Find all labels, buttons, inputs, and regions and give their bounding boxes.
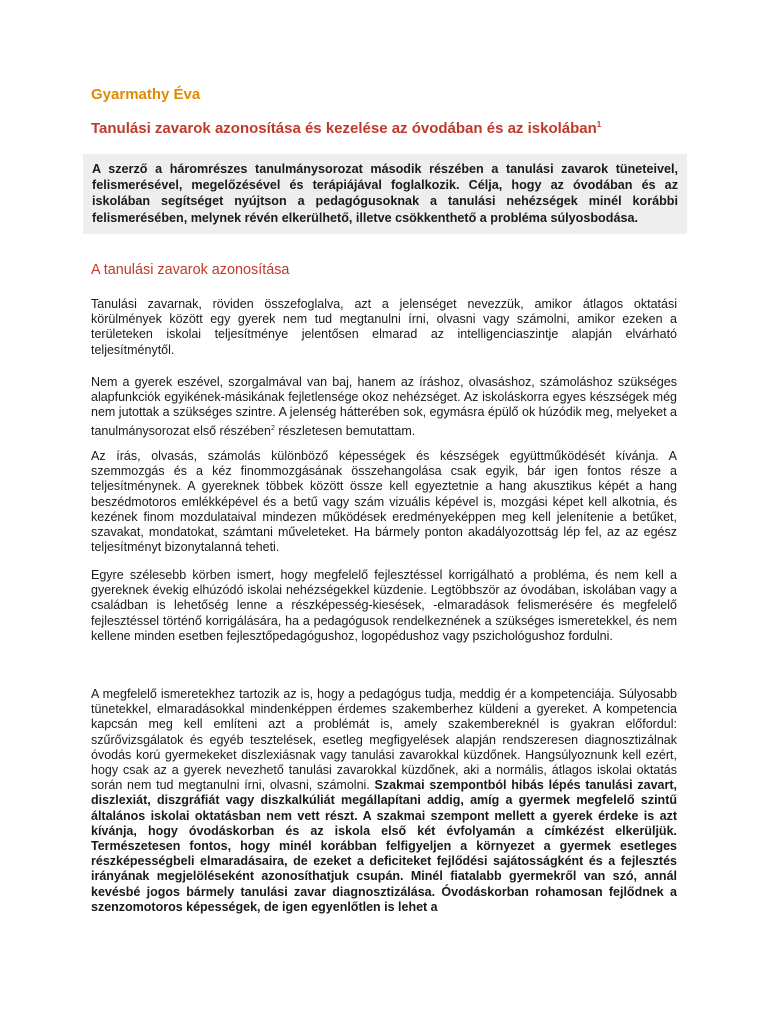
paragraph-5-bold-text: Szakmai szempontból hibás lépés tanulási zavart, diszlexiát, diszgráfiát vagy diszkalkúliát megállapítani addig, amíg a gyermek megfelelő szintű általános iskolai oktatásban nem vett részt. A szakmai szempont mellett a gyerek érdeke is azt kívánja, hogy óvodáskorban és az iskola első két évfolyamán a címkézést elkerüljük. Természetesen fontos, hogy minél korábban felfigyeljen a környezet a gyermek esetleges részképességbeli elmaradásaira, de ezeket a deficiteket fejlődési sajátosságként és a fejlesztés irányának megjelöléseként azonosíthatjuk csupán. Minél fiatalabb gyermekről van szó, annál kevésbé jogos bármely tanulási zavar diagnosztizálása. Óvodáskorban rohamosan fejlődnek a szenzomotoros képességek, de igen egyenlőtlen is lehet a — [91, 778, 677, 914]
title-footnote-marker[interactable]: 1 — [596, 120, 602, 129]
article-title — [91, 120, 691, 137]
abstract-box: A szerző a háromrészes tanulmánysorozat második részében a tanulási zavarok tüneteivel, felismerésével, megelőzésével és terápiájával foglalkozik. Célja, hogy az óvodában és az iskolában segítséget nyújtson a pedagógusoknak a tanulási nehézségek minél korábbi felismerésében, melynek révén elkerülhető, illetve csökkenthető a probléma súlyosbodása. — [83, 154, 687, 234]
article-title-text: Tanulási zavarok azonosítása és kezelése az óvodában és az iskolában — [91, 120, 597, 137]
paragraph-2-footnote-marker[interactable]: 2 — [270, 424, 275, 432]
paragraph-4: Egyre szélesebb körben ismert, hogy megfelelő fejlesztéssel korrigálható a probléma, és nem kell a gyereknek évekig elhúzódó iskolai nehézségekkel küzdenie. Legtöbbször az óvodában, iskolában vagy a családban is lehetőség lenne a részképesség-kiesések, -elmaradások felismerésére és megfelelő fejlesztéssel történő korrigálására, ha a pedagógusok rendelkeznének a szükséges ismeretekkel, és nem kellene minden esetben fejlesztőpedagógushoz, logopédushoz vagy pszichológushoz fordulni. — [91, 568, 677, 643]
paragraph-2 — [91, 375, 677, 439]
paragraph-5 — [91, 687, 677, 915]
paragraph-1: Tanulási zavarnak, röviden összefoglalva, azt a jelenséget nevezzük, amikor átlagos oktatási körülmények között egy gyerek nem tud megtanulni írni, olvasni vagy számolni, amikor ezeken a területeken iskolai teljesítménye jelentősen elmarad az intelligenciaszintje alapján elvárható teljesítménytől. — [91, 297, 677, 357]
section-heading: A tanulási zavarok azonosítása — [91, 262, 290, 278]
paragraph-3: Az írás, olvasás, számolás különböző képességek és készségek együttműködését kívánja. A szemmozgás és a kéz finommozgásának összehangolása csak egyik, bár igen fontos része a teljesítménynek. A gyereknek többek között össze kell egyeztetnie a hang akusztikus képét a hang beszédmotoros emlékképével és a betű vagy szám vizuális képével is, mozgási képet kell alkotnia, és kezének finom mozdulataival mindezen működések eredményeképpen meg kell jelenítenie a betűket, szavakat, mondatokat, számtani műveleteket. Ha bármely ponton akadályozottság lép fel, az az egész teljesítményt bizonytalanná teheti. — [91, 449, 677, 555]
paragraph-5-text: A megfelelő ismeretekhez tartozik az is, hogy a pedagógus tudja, meddig ér a kompetenciája. Súlyosabb tünetekkel, elmaradásokkal mindenképpen érdemes szakemberhez küldeni a gyereket. A kompetencia kapcsán meg kell említeni azt a problémát is, amely szakembereknél is gyakran előfordul: szűrővizsgálatok és egyéb tesztelések, esetleg megfigyelések alapján rendszeresen diagnosztizálnak óvodás korú gyermekeket diszlexiásnak vagy tanulási zavarokkal küzdőnek. Hangsúlyoznunk kell ezért, hogy csak az a gyerek nevezhető tanulási zavarokkal küzdőnek, aki a normális, átlagos iskolai oktatás során nem tud megtanulni írni, olvasni, számolni. — [91, 687, 677, 793]
paragraph-2-text-b: részletesen bemutattam. — [274, 423, 416, 438]
paragraph-2-text-a: Nem a gyerek eszével, szorgalmával van baj, hanem az íráshoz, olvasáshoz, számoláshoz szükséges alapfunkciók egyikének-másikának fejletlensége okoz nehézséget. Az iskoláskorra egyes készségek még nem jutottak a szükséges szintre. A jelenség hátterében sok, egymásra épülő ok húzódik meg, melyeket a tanulmánysorozat első részében — [91, 375, 677, 438]
author-name: Gyarmathy Éva — [91, 86, 201, 103]
